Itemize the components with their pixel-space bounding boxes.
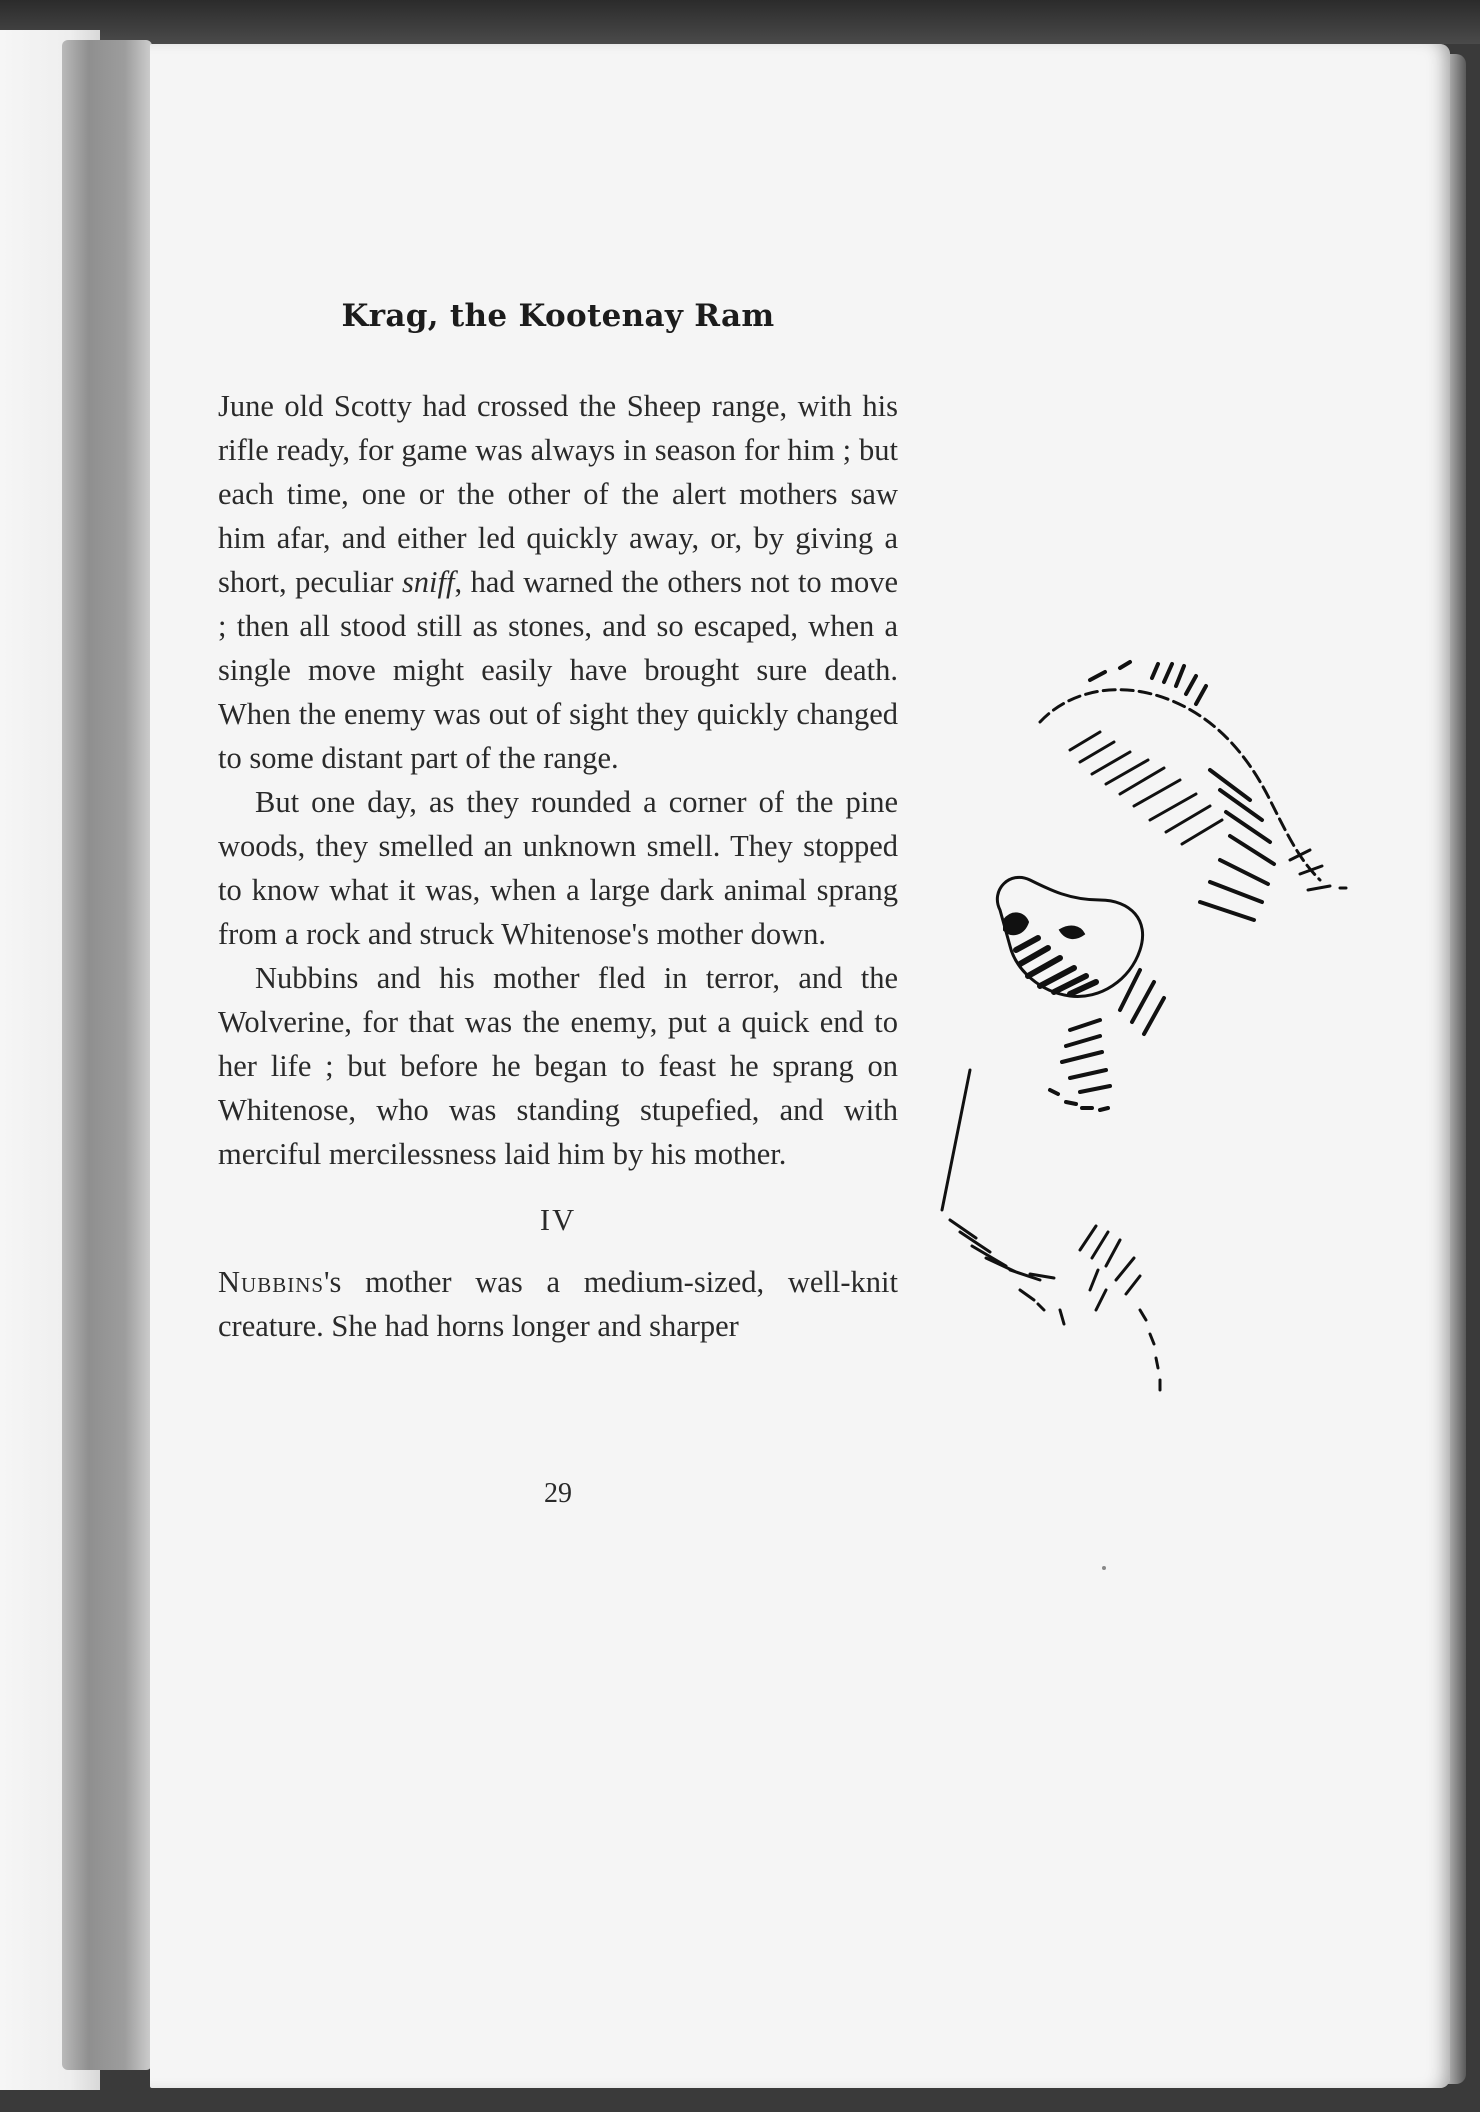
body-hatching bbox=[1200, 770, 1274, 920]
rock-edge bbox=[942, 1070, 970, 1210]
paragraph-1 bbox=[218, 384, 898, 780]
paragraph-4-text: 's mother was a medium-sized, well-knit creature. She had horns longer and sharper bbox=[218, 1265, 898, 1343]
ear-lines bbox=[1290, 850, 1346, 890]
section-number: IV bbox=[539, 1203, 577, 1237]
face-shading bbox=[1016, 938, 1096, 994]
hind-leg-hatching bbox=[1080, 1226, 1140, 1310]
book-gutter-shadow bbox=[62, 40, 152, 2070]
body-text bbox=[218, 384, 898, 1348]
paragraph-1-text-b: , had warned the others not to move ; then all stood still as stones, and so escaped, when a single move might easily have brought sure death. When the enemy was out of sight they quickly changed to some distant part of the range. bbox=[218, 565, 898, 775]
ground-dashes bbox=[1020, 1290, 1064, 1324]
page-number: 29 bbox=[544, 1478, 572, 1509]
running-head: Krag, the Kootenay Ram bbox=[341, 298, 775, 334]
paragraph-4 bbox=[218, 1260, 898, 1348]
paragraph-1-text-a: June old Scotty had crossed the Sheep range, with his rifle ready, for game was always in season for him ; but each time, one or the other of the alert mothers saw him afar, and either led quickly away, or, by giving a short, peculiar bbox=[218, 389, 898, 599]
scan-border-top bbox=[0, 0, 1480, 44]
shoulder-hatching bbox=[1070, 732, 1222, 844]
nose-shape bbox=[1004, 913, 1028, 934]
back-curve bbox=[1040, 690, 1320, 880]
paragraph-2: But one day, as they rounded a corner of the pine woods, they smelled an unknown smell. They stopped to know what it was, when a large dark animal sprang from a rock and struck Whitenose's mother down. bbox=[218, 785, 898, 951]
paper-speck bbox=[1102, 1566, 1106, 1570]
tail-dashes bbox=[1140, 1310, 1160, 1390]
eye-shape bbox=[1060, 927, 1084, 939]
italic-word-sniff: sniff bbox=[401, 565, 455, 599]
wolverine-drawing-icon bbox=[920, 650, 1400, 1410]
fur-outline bbox=[1090, 662, 1206, 704]
lower-hatching bbox=[950, 1220, 1054, 1280]
small-caps-lead: Nubbins bbox=[218, 1265, 325, 1299]
paragraph-3: Nubbins and his mother fled in terror, and the Wolverine, for that was the enemy, put a quick end to her life ; but before he began to feast he sprang on Whitenose, who was standing stupefied, and with merciful mercilessness laid him by his mother. bbox=[218, 961, 898, 1171]
